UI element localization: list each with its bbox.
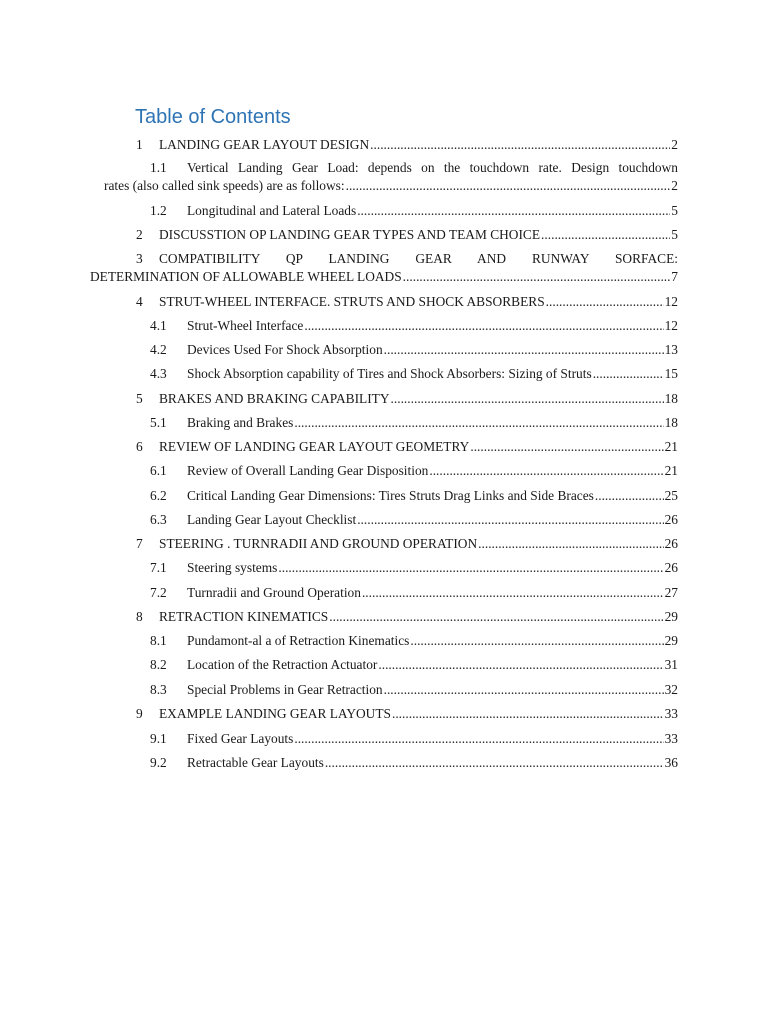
toc-entry-label: DISCUSSTION OP LANDING GEAR TYPES AND TEAM CHOICE bbox=[159, 227, 541, 242]
toc-entry-number: 2 bbox=[136, 227, 143, 242]
toc-entry-number: 8.1 bbox=[150, 633, 167, 648]
toc-entry-page: 32 bbox=[664, 682, 678, 697]
toc-leader-dots bbox=[403, 268, 671, 286]
toc-entry-label: Landing Gear Layout Checklist bbox=[187, 512, 357, 527]
toc-leader-dots bbox=[378, 656, 663, 673]
toc-entry-page: 27 bbox=[664, 585, 678, 600]
toc-entry-number: 3 bbox=[136, 251, 143, 266]
toc-entry-4-3[interactable] bbox=[150, 365, 678, 382]
toc-entry-number: 4.3 bbox=[150, 366, 167, 381]
toc-entry-page: 33 bbox=[664, 731, 678, 746]
toc-leader-dots bbox=[595, 487, 664, 504]
toc-entry-number: 6.2 bbox=[150, 488, 167, 503]
toc-entry-number: 9 bbox=[136, 706, 143, 721]
toc-entry-label: STEERING . TURNRADII AND GROUND OPERATION bbox=[159, 536, 478, 551]
toc-entry-number: 6 bbox=[136, 439, 143, 454]
toc-entry-number: 4 bbox=[136, 294, 143, 309]
toc-entry-page: 33 bbox=[664, 706, 678, 721]
toc-entry-6[interactable] bbox=[136, 438, 678, 455]
toc-entry-label: RETRACTION KINEMATICS bbox=[159, 609, 329, 624]
toc-entry-5[interactable] bbox=[136, 390, 678, 407]
toc-entry-page: 25 bbox=[664, 488, 678, 503]
toc-entry-number: 5.1 bbox=[150, 415, 167, 430]
toc-entry-page: 18 bbox=[664, 391, 678, 406]
toc-entry-label: EXAMPLE LANDING GEAR LAYOUTS bbox=[159, 706, 391, 721]
toc-entry-label: Review of Overall Landing Gear Disposition bbox=[187, 463, 429, 478]
toc-entry-7-2[interactable] bbox=[150, 584, 678, 601]
toc-leader-dots bbox=[470, 438, 663, 455]
toc-leader-dots bbox=[478, 535, 663, 552]
toc-entry-number: 6.1 bbox=[150, 463, 167, 478]
toc-leader-dots bbox=[392, 705, 664, 722]
toc-entry-page: 7 bbox=[671, 269, 678, 284]
toc-entry-label: BRAKES AND BRAKING CAPABILITY bbox=[159, 391, 390, 406]
toc-entry-8-3[interactable] bbox=[150, 681, 678, 698]
toc-entry-label: Fixed Gear Layouts bbox=[187, 731, 294, 746]
toc-leader-dots bbox=[362, 584, 664, 601]
toc-entry-9-1[interactable] bbox=[150, 730, 678, 747]
toc-entry-line1 bbox=[150, 159, 678, 177]
toc-entry-page: 2 bbox=[671, 178, 678, 193]
toc-entry-8[interactable] bbox=[136, 608, 678, 625]
toc-entry-label-line2: rates (also called sink speeds) are as follows: bbox=[104, 178, 345, 193]
toc-entry-page: 18 bbox=[664, 415, 678, 430]
toc-leader-dots bbox=[410, 632, 663, 649]
toc-entry-page: 12 bbox=[664, 294, 678, 309]
toc-leader-dots bbox=[278, 559, 663, 576]
toc-leader-dots bbox=[304, 317, 663, 334]
toc-leader-dots bbox=[294, 730, 663, 747]
toc-entry-6-2[interactable] bbox=[150, 487, 678, 504]
toc-entry-number: 1.2 bbox=[150, 203, 167, 218]
toc-entry-8-2[interactable] bbox=[150, 656, 678, 673]
toc-entry-label: Devices Used For Shock Absorption bbox=[187, 342, 383, 357]
toc-entry-8-1[interactable] bbox=[150, 632, 678, 649]
toc-entry-page: 21 bbox=[664, 439, 678, 454]
toc-entry-line2 bbox=[104, 177, 678, 195]
toc-entry-number: 1.1 bbox=[150, 160, 167, 175]
toc-entry-page: 13 bbox=[664, 342, 678, 357]
toc-entry-label: Steering systems bbox=[187, 560, 278, 575]
toc-entry-number: 9.1 bbox=[150, 731, 167, 746]
toc-entry-page: 15 bbox=[664, 366, 678, 381]
toc-entry-label: Braking and Brakes bbox=[187, 415, 294, 430]
toc-entry-label: Turnradii and Ground Operation bbox=[187, 585, 361, 600]
toc-entry-page: 21 bbox=[664, 463, 678, 478]
toc-entry-page: 26 bbox=[664, 560, 678, 575]
toc-entry-page: 29 bbox=[664, 633, 678, 648]
toc-entry-label: Special Problems in Gear Retraction bbox=[187, 682, 383, 697]
toc-entry-page: 5 bbox=[671, 203, 678, 218]
toc-entry-4-1[interactable] bbox=[150, 317, 678, 334]
toc-entry-number: 8 bbox=[136, 609, 143, 624]
toc-entry-label: Critical Landing Gear Dimensions: Tires Struts Drag Links and Side Braces bbox=[187, 488, 594, 503]
toc-entry-label: REVIEW OF LANDING GEAR LAYOUT GEOMETRY bbox=[159, 439, 470, 454]
toc-entry-page: 12 bbox=[664, 318, 678, 333]
toc-entry-label: Location of the Retraction Actuator bbox=[187, 657, 378, 672]
toc-entry-9[interactable] bbox=[136, 705, 678, 722]
toc-leader-dots bbox=[329, 608, 663, 625]
toc-entry-line2 bbox=[90, 268, 678, 286]
toc-entry-6-3[interactable] bbox=[150, 511, 678, 528]
toc-entry-label: Pundamont-al a of Retraction Kinematics bbox=[187, 633, 410, 648]
toc-entry-1-1[interactable] bbox=[150, 159, 678, 177]
toc-entry-3[interactable] bbox=[136, 250, 678, 268]
toc-entry-number: 9.2 bbox=[150, 755, 167, 770]
toc-entry-page: 31 bbox=[664, 657, 678, 672]
toc-entry-7-1[interactable] bbox=[150, 559, 678, 576]
toc-entry-1-2[interactable] bbox=[150, 202, 678, 219]
toc-entry-number: 6.3 bbox=[150, 512, 167, 527]
toc-entry-page: 36 bbox=[664, 755, 678, 770]
toc-leader-dots bbox=[391, 390, 664, 407]
toc-entry-line1 bbox=[136, 250, 678, 268]
toc-entry-label-line1: COMPATIBILITY QP LANDING GEAR AND RUNWAY SORFACE: bbox=[159, 251, 678, 266]
toc-entry-number: 7 bbox=[136, 536, 143, 551]
toc-entry-number: 8.2 bbox=[150, 657, 167, 672]
toc-entry-label: Longitudinal and Lateral Loads bbox=[187, 203, 357, 218]
toc-leader-dots bbox=[294, 414, 663, 431]
toc-leader-dots bbox=[357, 202, 670, 219]
toc-entry-label: Strut-Wheel Interface bbox=[187, 318, 304, 333]
toc-entry-label: STRUT-WHEEL INTERFACE. STRUTS AND SHOCK ABSORBERS bbox=[159, 294, 545, 309]
toc-entry-number: 4.1 bbox=[150, 318, 167, 333]
toc-entry-number: 1 bbox=[136, 137, 143, 152]
toc-leader-dots bbox=[325, 754, 664, 771]
toc-leader-dots bbox=[384, 681, 664, 698]
toc-leader-dots bbox=[370, 136, 670, 153]
toc-entry-4[interactable] bbox=[136, 293, 678, 310]
toc-entry-1[interactable] bbox=[136, 136, 678, 153]
toc-leader-dots bbox=[384, 341, 664, 358]
toc-entry-page: 5 bbox=[671, 227, 678, 242]
toc-entry-1-1-cont[interactable] bbox=[104, 177, 678, 195]
toc-entry-6-1[interactable] bbox=[150, 462, 678, 479]
toc-entry-number: 4.2 bbox=[150, 342, 167, 357]
toc-entry-number: 8.3 bbox=[150, 682, 167, 697]
toc-entry-page: 29 bbox=[664, 609, 678, 624]
toc-entry-page: 26 bbox=[664, 512, 678, 527]
toc-leader-dots bbox=[429, 462, 663, 479]
toc-title: Table of Contents bbox=[135, 106, 291, 128]
toc-entry-label-line2: DETERMINATION OF ALLOWABLE WHEEL LOADS bbox=[90, 269, 402, 284]
toc-entry-7[interactable] bbox=[136, 535, 678, 552]
toc-entry-3-cont[interactable] bbox=[90, 268, 678, 286]
toc-entry-number: 7.1 bbox=[150, 560, 167, 575]
toc-leader-dots bbox=[357, 511, 663, 528]
toc-leader-dots bbox=[593, 365, 664, 382]
toc-entry-page: 26 bbox=[664, 536, 678, 551]
toc-leader-dots bbox=[346, 177, 671, 195]
toc-entry-label: Shock Absorption capability of Tires and Shock Absorbers: Sizing of Struts bbox=[187, 366, 592, 381]
toc-entry-number: 5 bbox=[136, 391, 143, 406]
toc-entry-label: LANDING GEAR LAYOUT DESIGN bbox=[159, 137, 370, 152]
toc-entry-9-2[interactable] bbox=[150, 754, 678, 771]
toc-entry-label-line1: Vertical Landing Gear Load: depends on the touchdown rate. Design touchdown bbox=[187, 160, 678, 175]
toc-entry-5-1[interactable] bbox=[150, 414, 678, 431]
toc-entry-label: Retractable Gear Layouts bbox=[187, 755, 324, 770]
toc-entry-page: 2 bbox=[671, 137, 678, 152]
toc-leader-dots bbox=[546, 293, 664, 310]
toc-leader-dots bbox=[541, 226, 670, 243]
toc-entry-number: 7.2 bbox=[150, 585, 167, 600]
toc-entry-2[interactable] bbox=[136, 226, 678, 243]
toc-entry-4-2[interactable] bbox=[150, 341, 678, 358]
